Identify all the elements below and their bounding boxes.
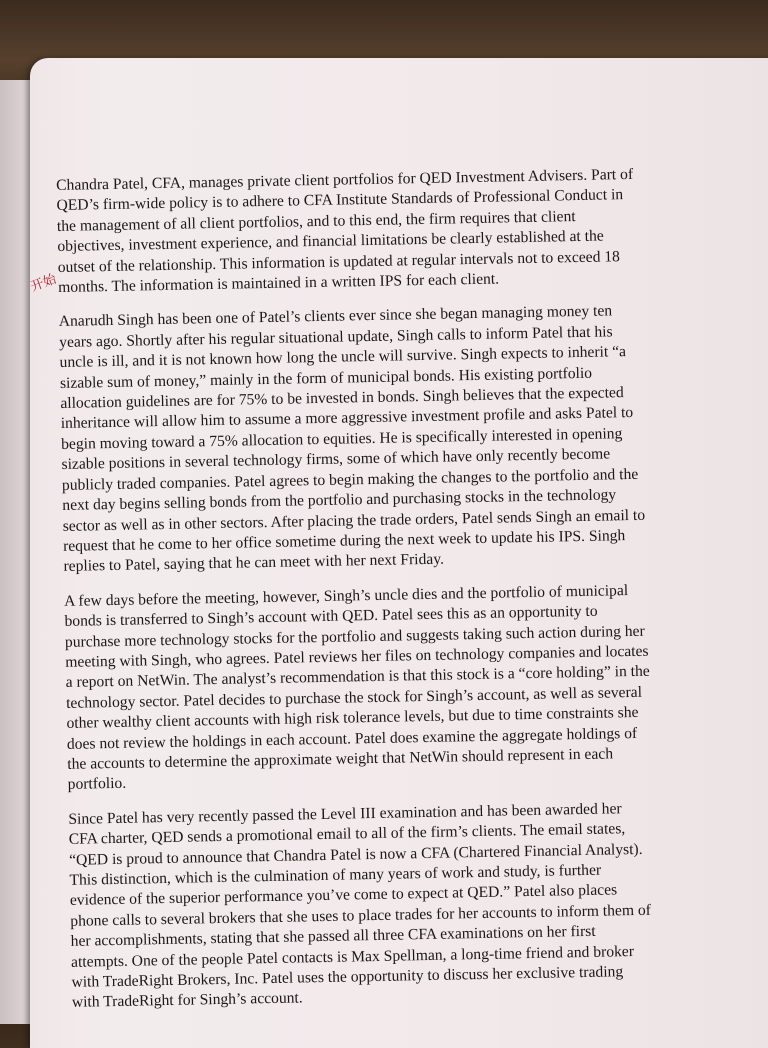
text-line: inheritance will allow him to assume a more aggressive investment profile and asks Patel to bbox=[60, 404, 634, 433]
text-line: bonds is transferred to Singh’s account with QED. Patel sees this as an opportunity to bbox=[64, 602, 598, 631]
text-line: with TradeRight for Singh’s account. bbox=[71, 989, 303, 1012]
text-line: request that he come to her office sometime during the next week to update his IPS. Singh bbox=[62, 527, 626, 555]
text-line: her accomplishments, stating that she passed all three CFA examinations on her first bbox=[70, 922, 596, 951]
text-line: attempts. One of the people Patel contacts is Max Spellman, a long-time friend and broker bbox=[70, 942, 635, 971]
text-line: Chandra Patel, CFA, manages private client portfolios for QED Investment Advisers. Part of bbox=[56, 165, 634, 194]
text-line: Since Patel has very recently passed the Level III examination and has been awarded her bbox=[68, 800, 622, 828]
paragraph-3 bbox=[64, 579, 748, 796]
paragraph-4 bbox=[68, 797, 752, 1014]
text-line: a report on NetWin. The analyst’s recommendation is that this stock is a “core holding” in the bbox=[65, 663, 650, 692]
text-line: other wealthy client accounts with high risk tolerance levels, but due to time constraints she bbox=[66, 704, 639, 733]
text-line: the accounts to determine the approximate weight that NetWin should represent in each bbox=[67, 745, 614, 773]
text-line: begin moving toward a 75% allocation to equities. He is specifically interested in opening bbox=[60, 425, 623, 453]
text-line: “QED is proud to announce that Chandra Patel is now a CFA (Chartered Financial Analyst). bbox=[68, 840, 643, 869]
text-line: phone calls to several brokers that she uses to place trades for her accounts to inform them of bbox=[70, 901, 652, 930]
text-line: meeting with Singh, who agrees. Patel reviews her files on technology companies and locates bbox=[65, 642, 649, 671]
text-line: allocation guidelines are for 75% to be invested in bonds. Singh believes that the expected bbox=[60, 384, 624, 413]
text-line: next day begins selling bonds from the portfolio and purchasing stocks in the technology bbox=[62, 486, 617, 515]
text-line: purchase more technology stocks for the portfolio and suggests taking such action during her bbox=[64, 622, 645, 651]
paragraph-1 bbox=[56, 163, 738, 298]
text-line: evidence of the superior performance you’ve come to expect at QED.” Patel also places bbox=[69, 881, 618, 910]
text-line: publicly traded companies. Patel agrees to begin making the changes to the portfolio and the bbox=[61, 465, 639, 494]
margin-note: 开始 bbox=[28, 271, 59, 295]
text-line: sizable positions in several technology firms, some of which have only recently become bbox=[61, 445, 611, 474]
text-line: QED’s firm-wide policy is to adhere to CFA Institute Standards of Professional Conduct in bbox=[56, 186, 624, 215]
text-line: A few days before the meeting, however, Singh’s uncle dies and the portfolio of municipal bbox=[63, 581, 629, 610]
text-line: with TradeRight Brokers, Inc. Patel uses the opportunity to discuss her exclusive trading bbox=[71, 963, 624, 991]
text-line: uncle is ill, and it is not known how long the uncle will survive. Singh expects to inherit “a bbox=[59, 343, 627, 372]
text-line: sizable sum of money,” mainly in the form of municipal bonds. His existing portfolio bbox=[59, 364, 593, 392]
text-line: the management of all client portfolios, and to this end, the firm requires that client bbox=[56, 207, 576, 235]
text-line: objectives, investment experience, and financial limitations be clearly established at the bbox=[57, 227, 604, 256]
text-line: This distinction, which is the culmination of many years of work and study, is further bbox=[69, 861, 602, 889]
text-line: replies to Patel, saying that he can meet with her next Friday. bbox=[63, 550, 445, 576]
paragraph-2 bbox=[59, 299, 744, 577]
text-line: portfolio. bbox=[67, 775, 127, 794]
text-line: months. The information is maintained in a written IPS for each client. bbox=[57, 270, 500, 297]
text-line: outset of the relationship. This information is updated at regular intervals not to exceed 18 bbox=[57, 247, 621, 276]
text-line: years ago. Shortly after his regular situational update, Singh calls to inform Patel that his bbox=[59, 323, 613, 351]
text-line: does not review the holdings in each account. Patel does examine the aggregate holdings of bbox=[66, 724, 638, 753]
text-line: sector as well as in other sectors. After placing the trade orders, Patel sends Singh an email to bbox=[62, 506, 646, 535]
text-line: CFA charter, QED sends a promotional email to all of the firm’s clients. The email states, bbox=[68, 820, 626, 849]
text-line: technology sector. Patel decides to purchase the stock for Singh’s account, as well as several bbox=[65, 683, 643, 712]
document-text bbox=[56, 163, 752, 1028]
text-line: Anarudh Singh has been one of Patel’s clients ever since she began managing money ten bbox=[58, 302, 613, 331]
